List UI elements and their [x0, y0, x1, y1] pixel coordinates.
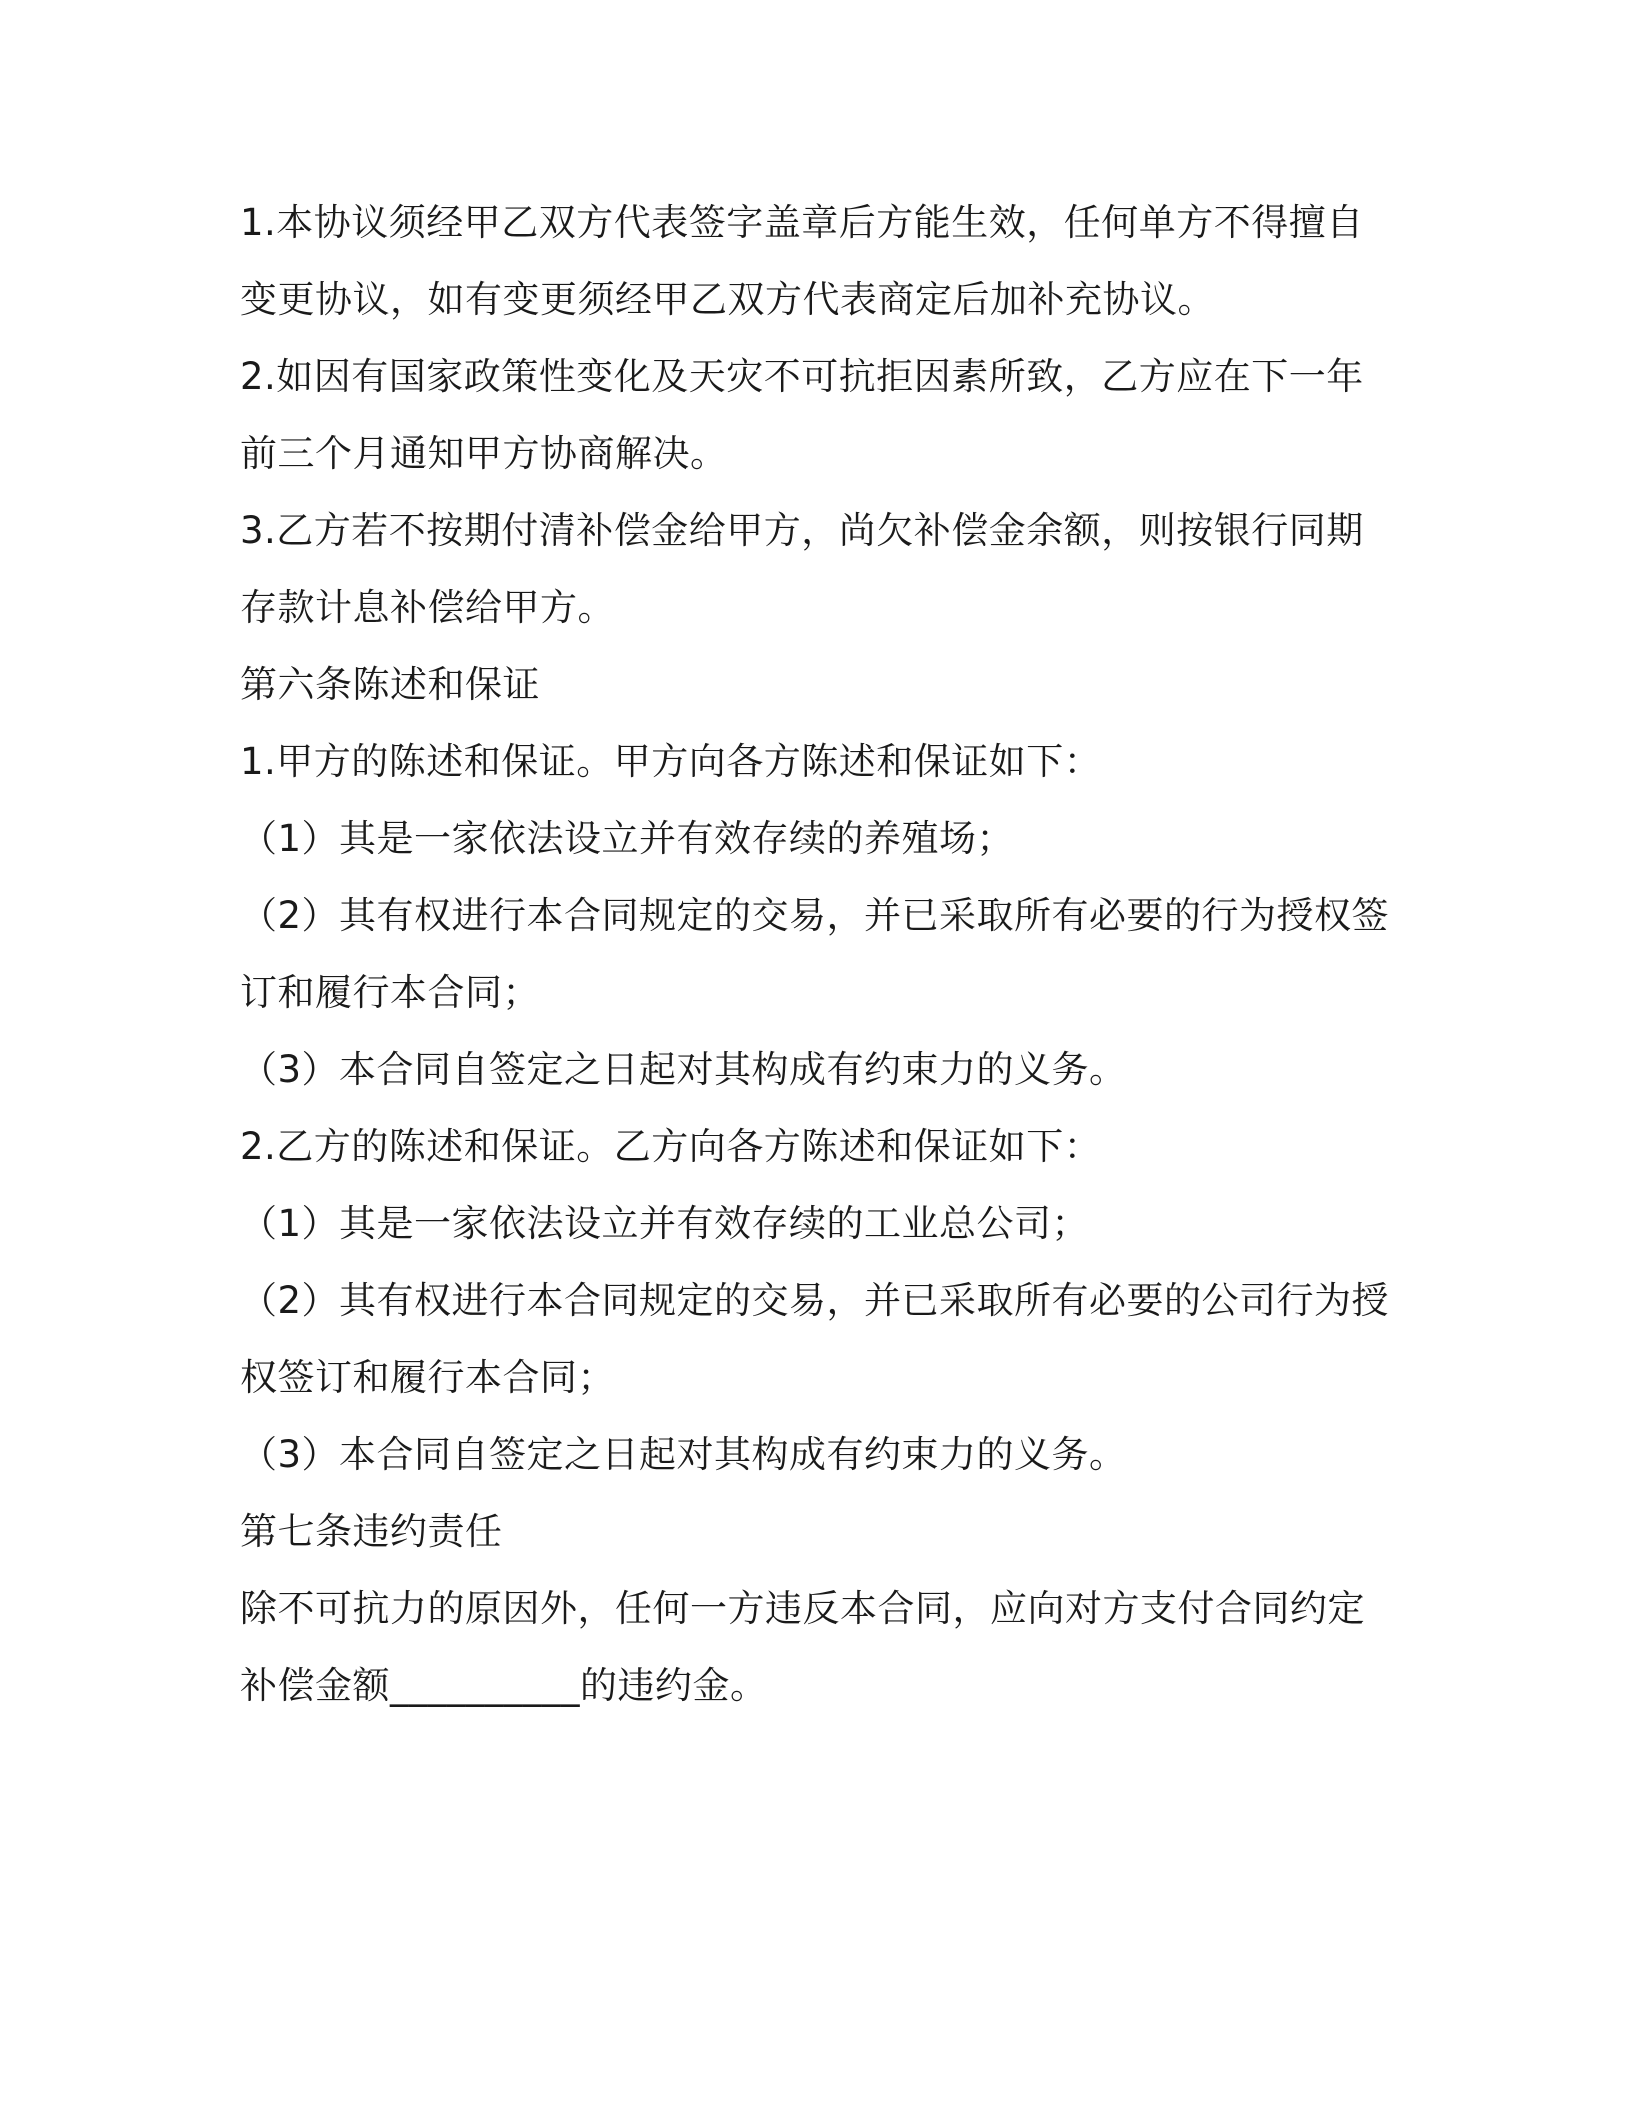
party-b-item-1: （1）其是一家依法设立并有效存续的工业总公司；: [240, 1202, 1090, 1245]
clause-3-line-2: 存款计息补偿给甲方。: [240, 586, 615, 629]
breach-suffix: 的违约金。: [580, 1664, 768, 1707]
clause-3-line-1: 3.乙方若不按期付清补偿金给甲方，尚欠补偿金余额，则按银行同期: [240, 509, 1364, 552]
party-b-item-2-line-2: 权签订和履行本合同；: [240, 1356, 615, 1399]
clause-1-line-2: 变更协议，如有变更须经甲乙双方代表商定后加补充协议。: [240, 278, 1215, 321]
clause-1-line-1: 1.本协议须经甲乙双方代表签字盖章后方能生效，任何单方不得擅自: [240, 201, 1364, 244]
article-6-heading: 第六条陈述和保证: [240, 663, 540, 706]
article-7-heading: 第七条违约责任: [240, 1510, 503, 1553]
party-b-item-3: （3）本合同自签定之日起对其构成有约束力的义务。: [240, 1433, 1127, 1476]
party-a-item-2-line-2: 订和履行本合同；: [240, 971, 540, 1014]
clause-2-line-1: 2.如因有国家政策性变化及天灾不可抗拒因素所致，乙方应在下一年: [240, 355, 1364, 398]
breach-prefix: 补偿金额: [240, 1664, 390, 1707]
breach-clause-line-1: 除不可抗力的原因外，任何一方违反本合同，应向对方支付合同约定: [240, 1587, 1365, 1630]
clause-2-line-2: 前三个月通知甲方协商解决。: [240, 432, 728, 475]
breach-clause-line-2: [240, 1647, 1390, 1724]
penalty-amount-blank: __________: [390, 1664, 580, 1707]
party-a-item-3: （3）本合同自签定之日起对其构成有约束力的义务。: [240, 1048, 1127, 1091]
document-body: [240, 184, 1390, 1724]
party-a-item-2-line-1: （2）其有权进行本合同规定的交易，并已采取所有必要的行为授权签: [240, 894, 1390, 937]
party-a-item-1: （1）其是一家依法设立并有效存续的养殖场；: [240, 817, 1015, 860]
party-a-representations: 1.甲方的陈述和保证。甲方向各方陈述和保证如下：: [240, 740, 1102, 783]
party-b-item-2-line-1: （2）其有权进行本合同规定的交易，并已采取所有必要的公司行为授: [240, 1279, 1390, 1322]
party-b-representations: 2.乙方的陈述和保证。乙方向各方陈述和保证如下：: [240, 1125, 1102, 1168]
